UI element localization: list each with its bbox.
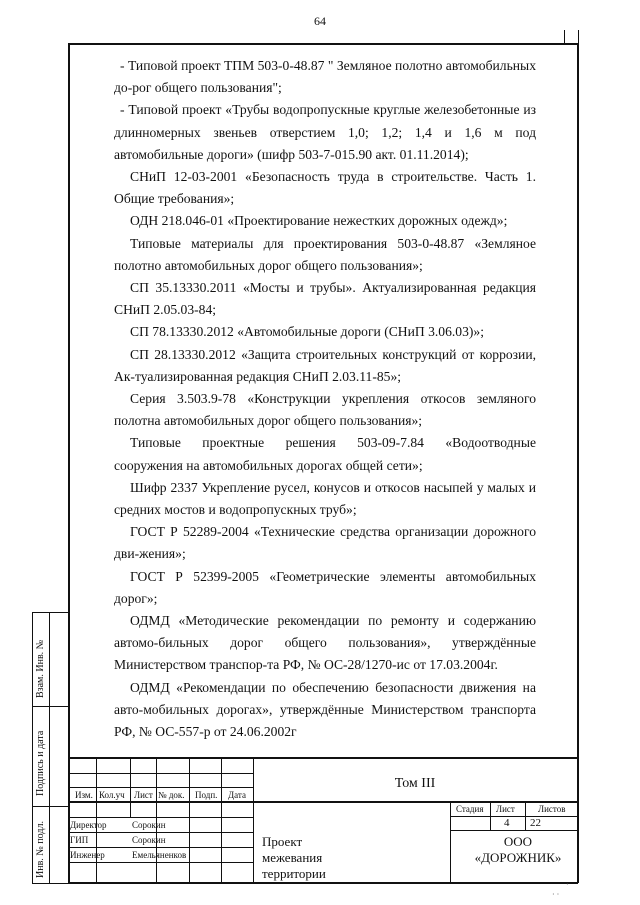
sheets-count: 22 xyxy=(530,817,541,829)
project-title: Проект межевания территории xyxy=(262,834,326,881)
sheet-label: Лист xyxy=(496,804,515,814)
paragraph: ГОСТ Р 52289-2004 «Технические средства организации дорожного дви-жения»; xyxy=(114,524,536,562)
paragraph: Шифр 2337 Укрепление русел, конусов и откосов насыпей у малых и средних мостов и водопропускных труб»; xyxy=(114,479,536,518)
paragraph: СНиП 12-03-2001 «Безопасность труда в строительстве. Часть 1. Общие требования»; xyxy=(114,169,536,207)
header-data: Дата xyxy=(228,790,246,800)
scan-speck: · · xyxy=(552,890,560,899)
paragraph: СП 78.13330.2012 «Автомобильные дороги (СНиП 3.06.03)»; xyxy=(130,324,484,340)
row-name: Сорокин xyxy=(132,820,166,830)
header-ndok: № док. xyxy=(158,790,185,800)
podpis-label: Подпись и дата xyxy=(35,730,46,796)
inv-label: Инв. № подл. xyxy=(35,821,46,878)
paragraph: Серия 3.503.9-78 «Конструкции укрепления откосов земляного полотна автомобильных дорог общего пользования»; xyxy=(114,391,536,429)
header-izm: Изм. xyxy=(75,790,93,800)
row-role: Директор xyxy=(70,820,107,830)
paragraph: - Типовой проект «Трубы водопропускные круглые железобетонные из длинномерных звеньев отверстием 1,0; 1,2; 1,4 и 1,6 м под автомобильные дороги» (шифр 503-7-015.90 акт. 01.11.2014); xyxy=(114,102,536,162)
side-stamp xyxy=(32,612,68,884)
organization-line1: ООО xyxy=(503,834,533,849)
row-name: Емельяненков xyxy=(132,850,187,860)
paragraph: ГОСТ Р 52399-2005 «Геометрические элементы автомобильных дорог»; xyxy=(114,568,536,606)
row-role: ГИП xyxy=(70,835,89,845)
row-role: Инженер xyxy=(70,850,105,860)
volume-title: Том III xyxy=(394,776,436,791)
header-kol-uch: Кол.уч xyxy=(99,790,125,800)
paragraph: Типовые проектные решения 503-09-7.84 «Водоотводные сооружения на автомобильных дорогах общей сети»; xyxy=(114,435,536,473)
paragraph: ОДН 218.046-01 «Проектирование нежестких дорожных одежд»; xyxy=(130,213,508,229)
sheet-number: 4 xyxy=(504,817,510,829)
header-podp: Подп. xyxy=(195,790,218,800)
document-body xyxy=(114,55,536,743)
paragraph: СП 35.13330.2011 «Мосты и трубы». Актуализированная редакция СНиП 2.05.03-84; xyxy=(114,280,536,318)
stage-label: Стадия xyxy=(456,804,484,814)
vzam-label: Взам. Инв. № xyxy=(35,639,46,698)
organization-line2: «ДОРОЖНИК» xyxy=(474,850,562,865)
frame-corner-mark xyxy=(578,30,579,44)
frame-corner-mark xyxy=(564,30,565,44)
paragraph: СП 28.13330.2012 «Защита строительных конструкций от коррозии, Ак-туализированная редакция СНиП 2.03.11-85»; xyxy=(114,346,536,384)
paragraph: ОДМД «Методические рекомендации по ремонту и содержанию автомо-бильных дорог общего пользования», утверждённые Министерством транспор-та РФ, № ОС-28/1270-ис от 17.03.2004г. xyxy=(114,613,536,673)
row-name: Сорокин xyxy=(132,835,166,845)
sheets-label: Листов xyxy=(538,804,566,814)
page-number: 64 xyxy=(314,14,326,28)
frame-bottom-border xyxy=(68,882,578,884)
paragraph: Типовые материалы для проектирования 503-0-48.87 «Земляное полотно автомобильных дорог общего пользования»; xyxy=(114,235,536,273)
header-list: Лист xyxy=(134,790,153,800)
paragraph: ОДМД «Рекомендации по обеспечению безопасности движения на авто-мобильных дорогах», утверждённые Министерством транспорта РФ, № ОС-557-р от 24.06.2002г xyxy=(114,679,536,740)
frame-top-border xyxy=(68,43,578,45)
paragraph: - Типовой проект ТПМ 503-0-48.87 " Земляное полотно автомобильных до-рог общего пользования"; xyxy=(114,58,536,96)
scan-speck: · xyxy=(566,880,569,889)
